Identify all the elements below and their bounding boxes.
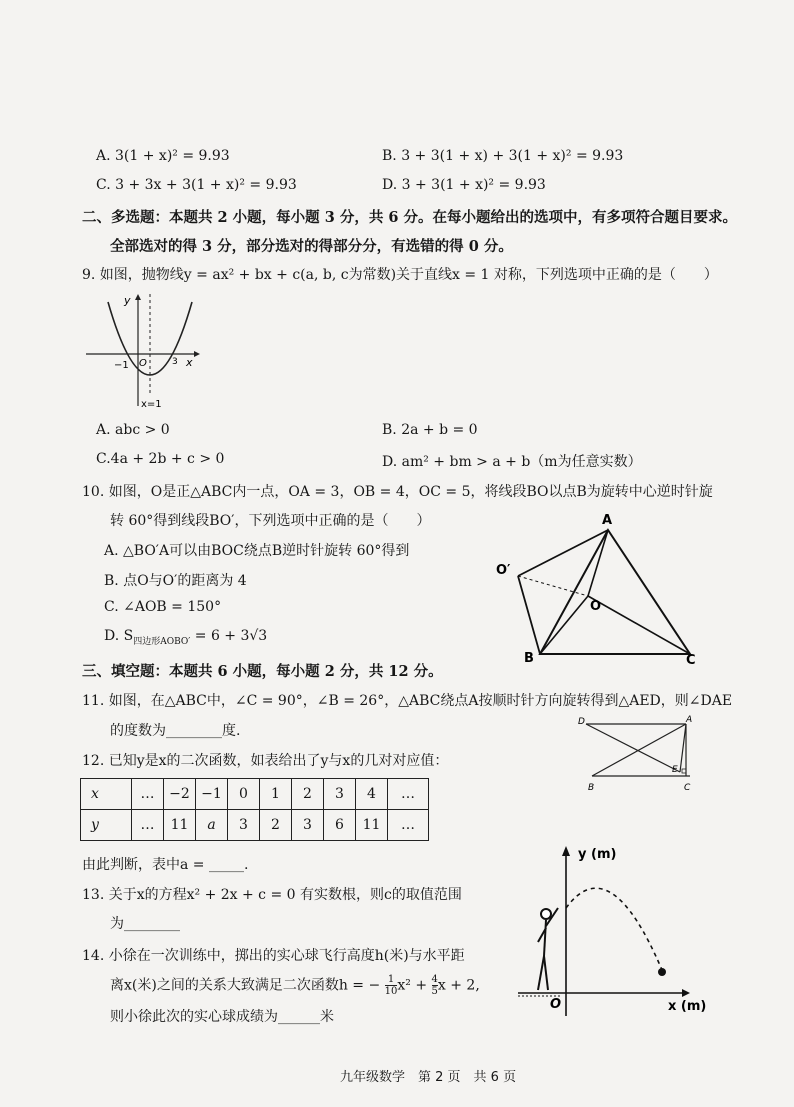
q9-option-c: C.4a + 2b + c > 0 (96, 451, 225, 467)
cell: … (132, 779, 164, 810)
cell: 0 (228, 779, 260, 810)
q9-option-a: A. abc > 0 (96, 422, 170, 438)
cell: y (81, 810, 132, 841)
cell: 3 (324, 779, 356, 810)
section2-heading: 二、多选题：本题共 2 小题，每小题 3 分，共 6 分。在每小题给出的选项中，有多项符合题目要求。 (82, 209, 738, 226)
thrower-figure (538, 908, 558, 990)
tick-minus1: −1 (114, 360, 129, 371)
q11-line2: 的度数为________度. (110, 723, 241, 739)
q8-option-a: A. 3(1 + x)² = 9.93 (96, 148, 230, 164)
section3-heading: 三、填空题：本题共 6 小题，每小题 2 分，共 12 分。 (82, 663, 443, 680)
trajectory (566, 888, 662, 970)
section2-note: 全部选对的得 3 分，部分选对的得部分分，有选错的得 0 分。 (110, 238, 513, 255)
q12-stem: 12. 已知y是x的二次函数，如表给出了y与x的几对对应值： (82, 753, 449, 769)
origin-label: O (550, 997, 562, 1012)
cell: … (388, 810, 429, 841)
cell: 2 (260, 810, 292, 841)
label-a: A (686, 715, 693, 725)
q9-parabola-graph (80, 288, 210, 413)
ball (658, 968, 666, 976)
cell: −2 (164, 779, 196, 810)
q9-option-b: B. 2a + b = 0 (382, 422, 478, 438)
cell: x (81, 779, 132, 810)
x-axis-label: x (m) (668, 999, 707, 1014)
q14-throw-figure (510, 838, 720, 1018)
q10-line1: 10. 如图，O是正△ABC内一点，OA = 3，OB = 4，OC = 5，将线段BO以点B为旋转中心逆时针旋 (82, 484, 713, 500)
cell: −1 (196, 779, 228, 810)
triangle-abc (540, 530, 690, 654)
q14-line1: 14. 小徐在一次训练中，掷出的实心球飞行高度h(米)与水平距 (82, 948, 465, 964)
cell: … (132, 810, 164, 841)
cell: 3 (292, 810, 324, 841)
cell: 1 (260, 779, 292, 810)
tick-3: 3 (172, 357, 178, 367)
cell: 11 (356, 810, 388, 841)
cell: 11 (164, 810, 196, 841)
cell: … (388, 779, 429, 810)
y-axis-label: y (124, 294, 131, 307)
x-axis-label: x (186, 356, 193, 369)
label-d: D (578, 717, 585, 727)
q10-option-c: C. ∠AOB = 150° (104, 599, 222, 615)
q8-option-c: C. 3 + 3x + 3(1 + x)² = 9.93 (96, 177, 297, 193)
q11-line1: 11. 如图，在△ABC中，∠C = 90°，∠B = 26°，△ABC绕点A按顺时针方向旋转得到△AED，则∠DAE (82, 693, 733, 709)
q8-option-d: D. 3 + 3(1 + x)² = 9.93 (382, 177, 546, 193)
cell: 3 (228, 810, 260, 841)
q10-line2: 转 60°得到线段BO′，下列选项中正确的是（ ） (110, 513, 431, 529)
cell: 6 (324, 810, 356, 841)
label-e: E (672, 765, 678, 775)
page-footer: 九年级数学 第 2 页 共 6 页 (340, 1070, 517, 1085)
q11-rotation-figure (578, 714, 698, 794)
q10-option-b: B. 点O与O′的距离为 4 (104, 573, 247, 589)
q9-option-d: D. am² + bm > a + b（m为任意实数） (382, 454, 642, 470)
q10-option-a: A. △BO′A可以由BOC绕点B逆时针旋转 60°得到 (104, 543, 410, 559)
q10-triangle-figure (490, 512, 710, 672)
q13-line2: 为________ (110, 916, 180, 932)
q12-after: 由此判断，表中a = _____. (82, 857, 249, 873)
q9-stem: 9. 如图，抛物线y = ax² + bx + c(a, b, c为常数)关于直线x = 1 对称，下列选项中正确的是（ ） (82, 267, 718, 283)
label-o: O (590, 599, 602, 614)
q13-line1: 13. 关于x的方程x² + 2x + c = 0 有实数根，则c的取值范围 (82, 887, 462, 903)
label-o-prime: O′ (496, 563, 511, 578)
cell: a (196, 810, 228, 841)
q8-option-b: B. 3 + 3(1 + x) + 3(1 + x)² = 9.93 (382, 148, 624, 164)
label-c: C (684, 783, 691, 793)
label-b: B (524, 651, 534, 666)
y-axis-label: y (m) (578, 847, 617, 862)
label-b: B (588, 783, 595, 793)
q10-option-d: D. $S_{四边形AOBO'} = 6 + 3√3$ (104, 628, 268, 647)
label-c: C (686, 653, 696, 668)
q14-line2: 离x(米)之间的关系大致满足二次函数h = − $\frac{1}{10}$ x² + $\frac{4}{5}$ x + 2, (110, 974, 480, 997)
origin-label: O (139, 358, 147, 369)
cell: 4 (356, 779, 388, 810)
symmetry-label: x=1 (141, 399, 162, 410)
table-row-y (81, 810, 429, 841)
q12-value-table (80, 778, 429, 841)
q14-line3: 则小徐此次的实心球成绩为______米 (110, 1009, 334, 1025)
table-row-x (81, 779, 429, 810)
label-a: A (602, 513, 613, 528)
cell: 2 (292, 779, 324, 810)
